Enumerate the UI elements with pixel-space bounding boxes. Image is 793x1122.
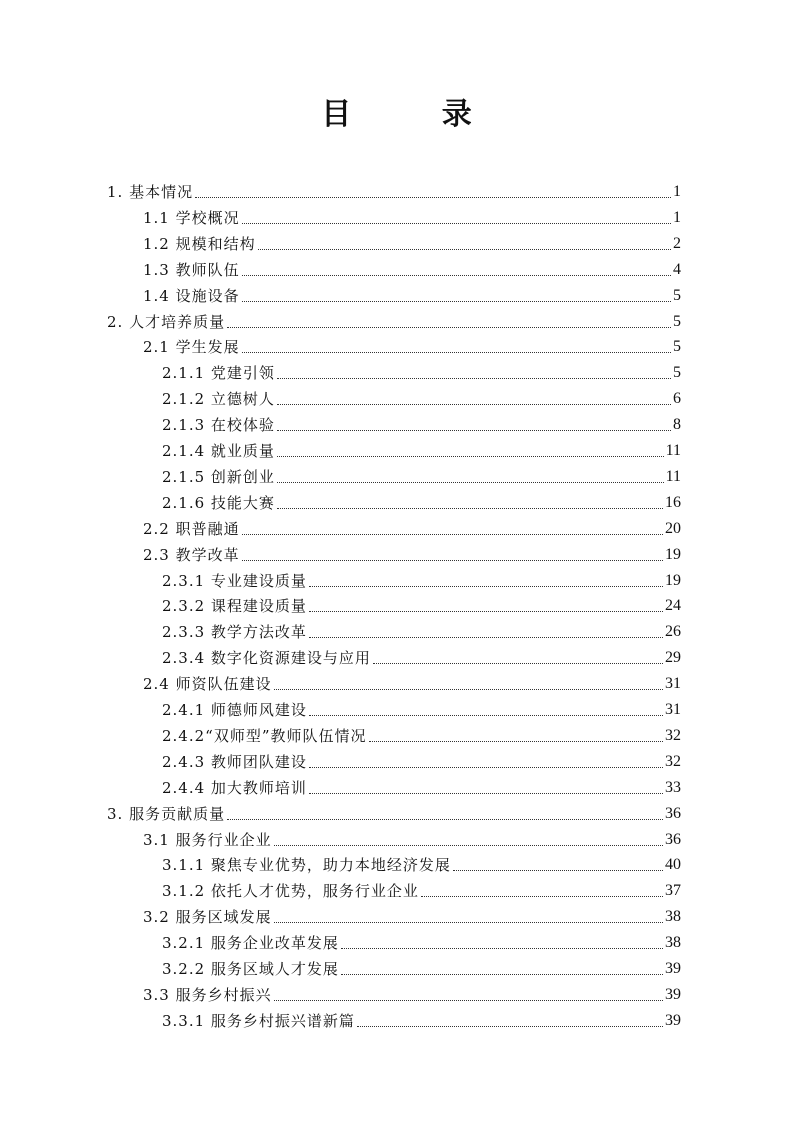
- toc-entry-label: 3.1 服务行业企业: [143, 830, 272, 849]
- toc-entry-label: 2.4.4 加大教师培训: [162, 778, 307, 797]
- toc-entry[interactable]: [162, 698, 681, 720]
- dot-leader: [277, 504, 663, 509]
- dot-leader: [195, 193, 671, 198]
- dot-leader: [357, 1022, 663, 1027]
- toc-entry-page-number: 24: [665, 597, 681, 615]
- dot-leader: [227, 323, 671, 328]
- dot-leader: [373, 659, 663, 664]
- toc-entry-label: 2.3.1 专业建设质量: [162, 571, 307, 590]
- toc-entry-page-number: 29: [665, 649, 681, 667]
- toc-entry[interactable]: [107, 180, 681, 202]
- toc-entry-label: 2.1.4 就业质量: [162, 442, 275, 460]
- dot-leader: [242, 556, 663, 561]
- toc-entry[interactable]: [107, 802, 681, 824]
- toc-entry-label: 3.3.1 服务乡村振兴谱新篇: [162, 1011, 355, 1030]
- dot-leader: [453, 866, 663, 871]
- page-title: 目 录: [321, 97, 512, 132]
- toc-entry[interactable]: [162, 594, 681, 616]
- toc-entry-page-number: 26: [665, 623, 681, 641]
- toc-entry[interactable]: [162, 413, 681, 435]
- toc-entry[interactable]: [162, 853, 681, 875]
- toc-entry-label: 1.1 学校概况: [143, 208, 240, 227]
- dot-leader: [309, 607, 663, 612]
- toc-entry-page-number: 16: [665, 493, 681, 511]
- toc-entry-page-number: 37: [665, 882, 681, 900]
- toc-entry-page-number: 20: [665, 519, 681, 537]
- toc-entry-label: 3.2 服务区域发展: [143, 908, 272, 927]
- toc-entry[interactable]: [162, 750, 681, 772]
- toc-entry-label: 2.3.4 数字化资源建设与应用: [162, 649, 371, 668]
- toc-entry-page-number: 11: [665, 467, 681, 485]
- dot-leader: [227, 815, 663, 820]
- toc-entry[interactable]: [143, 517, 681, 539]
- toc-entry-page-number: 36: [665, 830, 681, 848]
- toc-entry[interactable]: [162, 724, 681, 746]
- toc-entry-label: 2.4.3 教师团队建设: [162, 752, 307, 771]
- toc-entry-page-number: 6: [673, 390, 681, 408]
- toc-entry-label: 1.2 规模和结构: [143, 234, 256, 253]
- toc-entry-label: 2.1 学生发展: [143, 338, 240, 357]
- dot-leader: [309, 789, 663, 794]
- toc-entry-label: 2.1.5 创新创业: [162, 467, 275, 486]
- dot-leader: [274, 841, 663, 846]
- dot-leader: [277, 478, 664, 483]
- toc-entry-label: 2.3.2 课程建设质量: [162, 597, 307, 616]
- dot-leader: [242, 530, 663, 535]
- toc-entry[interactable]: [162, 646, 681, 668]
- toc-entry-label: 2.1.6 技能大赛: [162, 493, 275, 512]
- toc-entry-label: 2.2 职普融通: [143, 519, 240, 538]
- toc-entry-label: 2.1.2 立德树人: [162, 390, 275, 409]
- toc-entry-label: 1.3 教师队伍: [143, 260, 240, 279]
- toc-entry-label: 2.4.2“双师型”教师队伍情况: [162, 726, 367, 745]
- toc-entry-label: 3.1.2 依托人才优势，服务行业企业: [162, 882, 419, 901]
- toc-entry-label: 3.3 服务乡村振兴: [143, 985, 272, 1004]
- toc-entry[interactable]: [143, 983, 681, 1005]
- dot-leader: [258, 245, 671, 250]
- toc-entry-label: 3.1.1 聚焦专业优势，助力本地经济发展: [162, 856, 451, 875]
- toc-entry[interactable]: [143, 258, 681, 280]
- toc-entry-page-number: 4: [673, 260, 681, 278]
- toc-entry[interactable]: [143, 232, 681, 254]
- toc-entry[interactable]: [162, 879, 681, 901]
- toc-entry[interactable]: [162, 569, 681, 591]
- dot-leader: [369, 737, 663, 742]
- toc-entry-page-number: 1: [673, 183, 681, 200]
- toc-entry-page-number: 5: [673, 286, 681, 304]
- toc-entry-page-number: 5: [673, 364, 681, 382]
- dot-leader: [274, 996, 663, 1001]
- toc-entry[interactable]: [162, 387, 681, 409]
- toc-entry[interactable]: [143, 828, 681, 850]
- toc-entry[interactable]: [143, 543, 681, 565]
- dot-leader: [421, 892, 663, 897]
- toc-entry-page-number: 5: [673, 338, 681, 356]
- toc-entry-page-number: 38: [665, 934, 681, 952]
- toc-entry-label: 3.2.1 服务企业改革发展: [162, 934, 339, 953]
- toc-entry-label: 2. 人才培养质量: [107, 312, 226, 331]
- dot-leader: [309, 633, 663, 638]
- toc-entry[interactable]: [162, 361, 681, 383]
- toc-entry-label: 2.4.1 师德师风建设: [162, 701, 307, 719]
- toc-entry-page-number: 38: [665, 908, 681, 926]
- dot-leader: [309, 582, 663, 587]
- dot-leader: [309, 763, 663, 768]
- dot-leader: [277, 400, 671, 405]
- toc-entry[interactable]: [162, 776, 681, 798]
- toc-entry[interactable]: [162, 620, 681, 642]
- toc-entry-page-number: 31: [665, 701, 681, 718]
- toc-entry-page-number: 11: [665, 442, 681, 459]
- toc-entry-label: 3.2.2 服务区域人才发展: [162, 960, 339, 978]
- toc-entry-page-number: 19: [665, 571, 681, 589]
- toc-entry[interactable]: [143, 206, 681, 228]
- toc-entry-label: 1.4 设施设备: [143, 286, 240, 305]
- toc-entry-label: 1. 基本情况: [107, 183, 194, 201]
- dot-leader: [274, 918, 663, 923]
- toc-entry-page-number: 36: [665, 804, 681, 822]
- toc-entry-page-number: 39: [665, 1011, 681, 1029]
- toc-entry-page-number: 8: [673, 416, 681, 434]
- toc-entry-page-number: 1: [673, 208, 681, 226]
- dot-leader: [242, 297, 671, 302]
- dot-leader: [242, 271, 671, 276]
- toc-entry-label: 2.1.1 党建引领: [162, 364, 275, 383]
- toc-entry-page-number: 33: [665, 778, 681, 796]
- toc-entry[interactable]: [162, 491, 681, 513]
- toc-entry-page-number: 5: [673, 312, 681, 330]
- toc-entry-label: 2.4 师资队伍建设: [143, 675, 272, 694]
- toc-entry-label: 2.3.3 教学方法改革: [162, 623, 307, 642]
- toc-entry-page-number: 32: [665, 726, 681, 744]
- toc-entry-page-number: 19: [665, 545, 681, 563]
- toc-entry-label: 2.3 教学改革: [143, 545, 240, 564]
- toc-entry[interactable]: [162, 931, 681, 953]
- toc-entry-page-number: 40: [665, 856, 681, 874]
- dot-leader: [242, 348, 671, 353]
- toc-entry[interactable]: [107, 310, 681, 332]
- toc-entry[interactable]: [162, 439, 681, 461]
- toc-entry-page-number: 31: [665, 675, 681, 693]
- toc-entry-page-number: 39: [665, 985, 681, 1003]
- toc-entry[interactable]: [143, 284, 681, 306]
- toc-entry-page-number: 2: [673, 234, 681, 252]
- dot-leader: [277, 374, 671, 379]
- dot-leader: [341, 944, 663, 949]
- dot-leader: [274, 685, 663, 690]
- toc-entry[interactable]: [162, 1009, 681, 1031]
- toc-entry[interactable]: [162, 957, 681, 979]
- dot-leader: [242, 219, 671, 224]
- toc-entry[interactable]: [143, 905, 681, 927]
- toc-entry-label: 3. 服务贡献质量: [107, 804, 226, 823]
- toc-entry-page-number: 39: [665, 960, 681, 977]
- dot-leader: [341, 970, 663, 975]
- dot-leader: [277, 452, 664, 457]
- toc-entry-label: 2.1.3 在校体验: [162, 416, 275, 435]
- toc-entry[interactable]: [162, 465, 681, 487]
- toc-entry[interactable]: [143, 672, 681, 694]
- toc-entry-page-number: 32: [665, 752, 681, 770]
- toc-entry[interactable]: [143, 335, 681, 357]
- dot-leader: [309, 711, 663, 716]
- dot-leader: [277, 426, 671, 431]
